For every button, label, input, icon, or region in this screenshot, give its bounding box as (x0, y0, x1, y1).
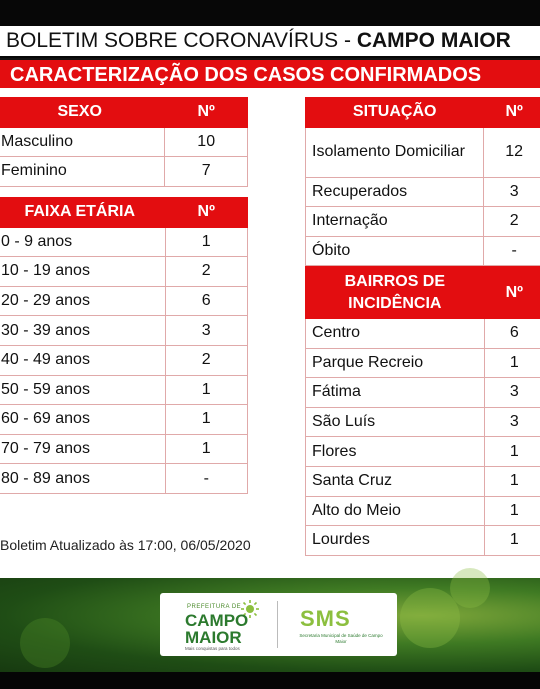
row-value: 1 (165, 227, 247, 257)
row-label: Centro (306, 319, 485, 349)
row-value: 6 (484, 319, 540, 349)
table-row (306, 207, 540, 237)
sexo-num-header: Nº (165, 98, 248, 128)
row-value: 7 (165, 157, 248, 187)
faixa-header: FAIXA ETÁRIA (0, 198, 165, 228)
table-row (0, 434, 248, 464)
row-value: 1 (484, 348, 540, 378)
logo-word-campo: CAMPO (185, 611, 249, 630)
row-value: 10 (165, 127, 248, 157)
situacao-header: SITUAÇÃO (306, 98, 484, 128)
sexo-table (0, 97, 248, 187)
row-label: 70 - 79 anos (0, 434, 165, 464)
row-label: 20 - 29 anos (0, 286, 165, 316)
row-label: 60 - 69 anos (0, 405, 165, 435)
row-value: 3 (484, 177, 540, 207)
row-value: 1 (165, 375, 247, 405)
table-row (0, 286, 248, 316)
table-row (306, 127, 540, 177)
row-label: Lourdes (306, 526, 485, 556)
logo-divider (277, 601, 278, 648)
row-value: 1 (484, 496, 540, 526)
table-row (0, 405, 248, 435)
row-label: 50 - 59 anos (0, 375, 165, 405)
row-value: - (484, 236, 540, 266)
table-row (306, 437, 540, 467)
row-label: Flores (306, 437, 485, 467)
table-row (306, 319, 540, 349)
row-label: Fátima (306, 378, 485, 408)
decorative-blob (20, 618, 70, 668)
table-row (306, 466, 540, 496)
row-label: Óbito (306, 236, 484, 266)
row-value: 1 (484, 437, 540, 467)
prefeitura-label: PREFEITURA DE (187, 604, 242, 610)
table-row (306, 177, 540, 207)
table-row (0, 345, 248, 375)
update-note: Boletim Atualizado às 17:00, 06/05/2020 (0, 537, 251, 553)
faixa-etaria-table (0, 197, 248, 494)
row-value: 1 (165, 434, 247, 464)
table-row (306, 526, 540, 556)
title-city: CAMPO MAIOR (356, 29, 511, 52)
faixa-header-row (0, 198, 248, 228)
row-value: 2 (165, 257, 247, 287)
situacao-num-header: Nº (484, 98, 540, 128)
bairros-num-header: Nº (484, 267, 540, 319)
row-value: - (165, 464, 247, 494)
row-label: Santa Cruz (306, 466, 485, 496)
sexo-header: SEXO (0, 98, 165, 128)
row-label: São Luís (306, 407, 485, 437)
bairros-header-row (306, 267, 540, 319)
decorative-blob (400, 588, 460, 648)
row-label: Isolamento Domiciliar (306, 127, 484, 177)
logo-word-maior: MAIOR (185, 628, 242, 647)
logo-tagline: Mais conquistas para todos (185, 646, 240, 651)
title-prefix: BOLETIM SOBRE CORONAVÍRUS - (6, 29, 357, 52)
sexo-header-row (0, 98, 248, 128)
subtitle-banner: CARACTERIZAÇÃO DOS CASOS CONFIRMADOS (0, 58, 540, 88)
sms-subtitle: Secretaria Municipal de Saúde de Campo Maior (299, 633, 383, 644)
table-row (0, 375, 248, 405)
table-row (0, 127, 248, 157)
row-label: 30 - 39 anos (0, 316, 165, 346)
row-value: 3 (484, 378, 540, 408)
table-row (0, 464, 248, 494)
row-label: Masculino (0, 127, 165, 157)
row-label: Feminino (0, 157, 165, 187)
row-label: Recuperados (306, 177, 484, 207)
row-value: 1 (484, 526, 540, 556)
row-value: 2 (165, 345, 247, 375)
row-label: 0 - 9 anos (0, 227, 165, 257)
logos-panel (160, 593, 397, 656)
row-value: 12 (484, 127, 540, 177)
row-value: 1 (165, 405, 247, 435)
row-value: 3 (165, 316, 247, 346)
table-row (306, 407, 540, 437)
row-value: 3 (484, 407, 540, 437)
bairros-table (305, 266, 540, 556)
table-row (306, 348, 540, 378)
page-title (0, 26, 540, 56)
sms-logo: SMS (300, 606, 351, 631)
decorative-blob (450, 568, 490, 608)
situacao-header-row (306, 98, 540, 128)
table-row (0, 157, 248, 187)
faixa-num-header: Nº (165, 198, 247, 228)
bairros-header: BAIRROS DE INCIDÊNCIA (306, 267, 485, 319)
table-row (0, 227, 248, 257)
row-label: 10 - 19 anos (0, 257, 165, 287)
table-row (0, 257, 248, 287)
row-label: 80 - 89 anos (0, 464, 165, 494)
row-value: 2 (484, 207, 540, 237)
table-row (306, 236, 540, 266)
row-label: 40 - 49 anos (0, 345, 165, 375)
table-row (306, 496, 540, 526)
row-value: 1 (484, 466, 540, 496)
row-label: Alto do Meio (306, 496, 485, 526)
row-value: 6 (165, 286, 247, 316)
situacao-table (305, 97, 540, 266)
table-row (306, 378, 540, 408)
row-label: Internação (306, 207, 484, 237)
campo-maior-logo (185, 612, 248, 646)
row-label: Parque Recreio (306, 348, 485, 378)
bottom-bar (0, 672, 540, 689)
content-area (0, 88, 540, 578)
table-row (0, 316, 248, 346)
